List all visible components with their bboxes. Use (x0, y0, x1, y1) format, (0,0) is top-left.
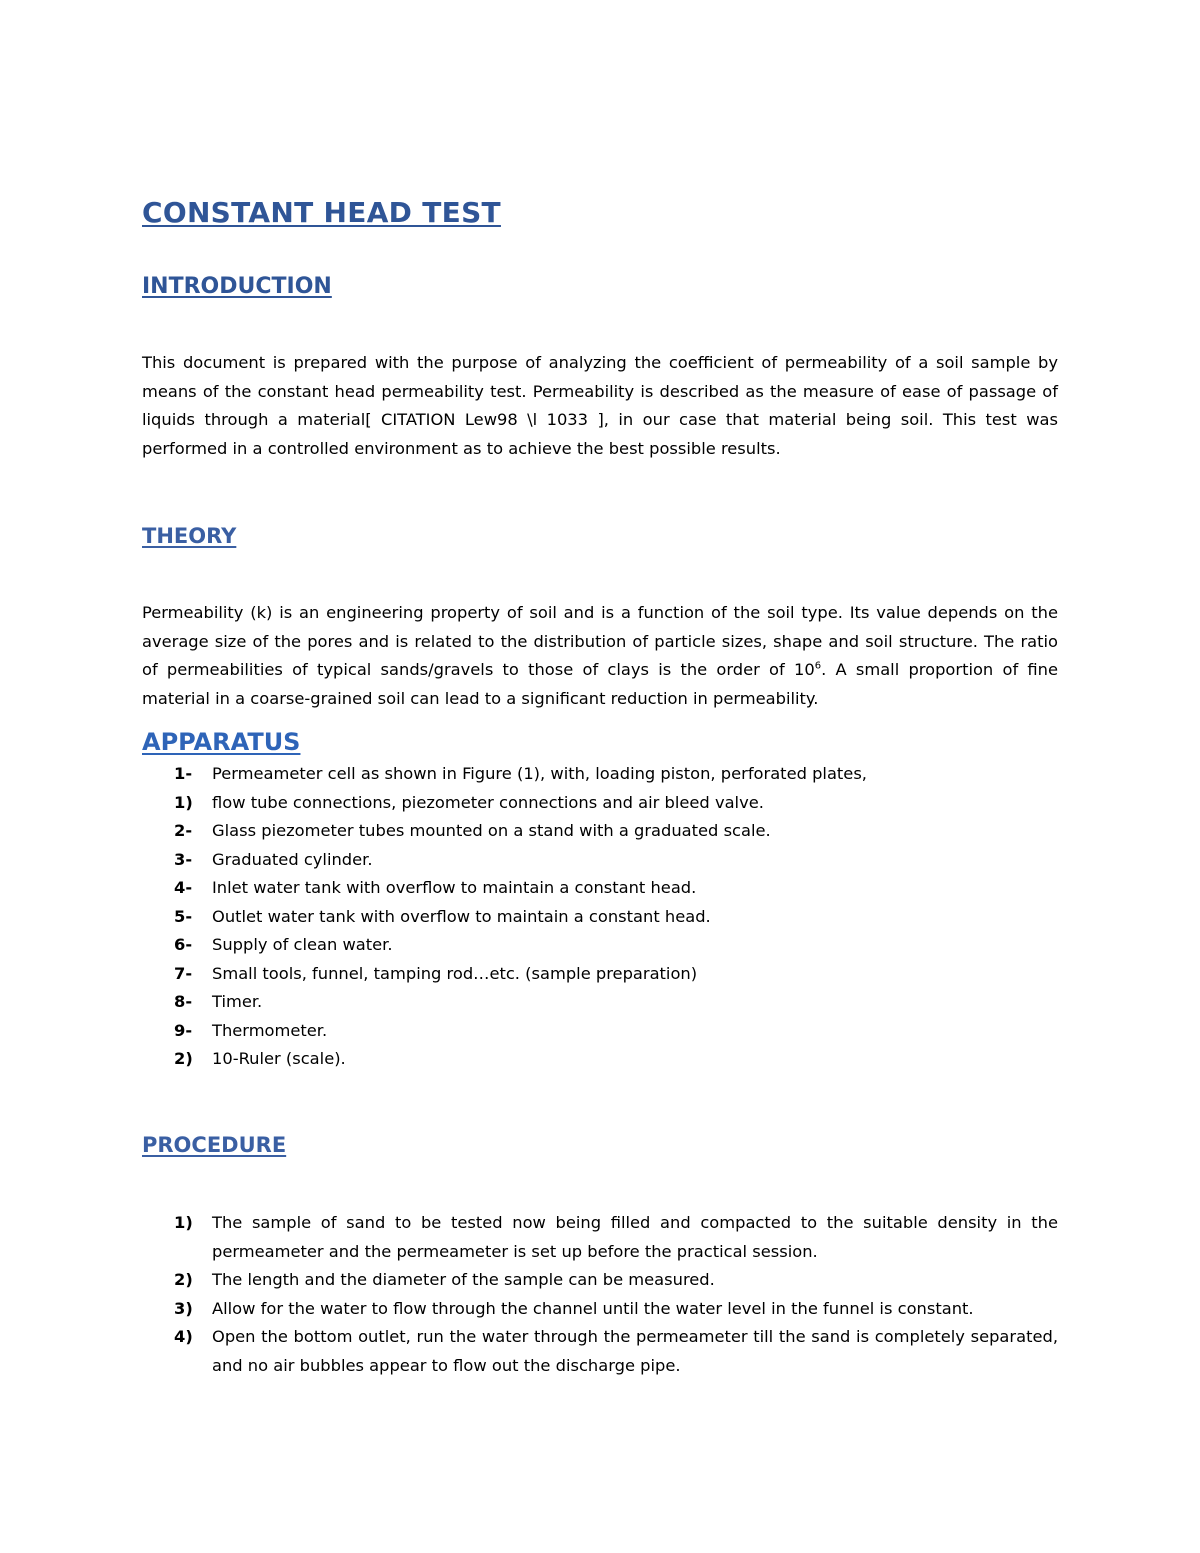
list-number: 1- (174, 764, 193, 783)
list-item (142, 789, 1058, 818)
list-item (142, 1323, 1058, 1380)
list-number: 1) (174, 792, 193, 812)
list-text: flow tube connections, piezometer connections and air bleed valve. (212, 792, 764, 812)
list-number: 3) (174, 1298, 193, 1318)
list-number: 4- (174, 878, 193, 897)
list-number: 8- (174, 992, 193, 1011)
list-text: Outlet water tank with overflow to maintain a constant head. (212, 906, 711, 926)
list-text: Small tools, funnel, tamping rod…etc. (sample preparation) (212, 963, 698, 983)
list-text: Permeameter cell as shown in Figure (1), with, loading piston, perforated plates, (212, 764, 867, 783)
list-item (142, 1209, 1058, 1266)
list-item (142, 1017, 1058, 1046)
list-text: Supply of clean water. (212, 935, 393, 954)
list-text: Thermometer. (212, 1020, 328, 1040)
list-number: 2- (174, 821, 193, 840)
procedure-list (142, 1209, 1058, 1381)
apparatus-list (142, 760, 1058, 1074)
list-number: 4) (174, 1327, 193, 1347)
list-text: 10-Ruler (scale). (212, 1049, 346, 1068)
list-number: 2) (174, 1049, 193, 1068)
list-number: 7- (174, 963, 193, 983)
list-number: 5- (174, 906, 193, 926)
list-number: 1) (174, 1213, 193, 1232)
theory-text-part2: . A small proportion of fine material in a coarse-grained soil can lead to a significant reduction in permeability. (142, 660, 1059, 708)
apparatus-heading: APPARATUS (142, 728, 301, 756)
theory-heading: THEORY (142, 524, 237, 548)
list-item (142, 931, 1058, 960)
list-text: Allow for the water to flow through the channel until the water level in the funnel is constant. (212, 1298, 974, 1318)
list-item (142, 817, 1058, 846)
list-item (142, 1266, 1058, 1295)
list-item (142, 1295, 1058, 1324)
list-item (142, 846, 1058, 875)
list-number: 2) (174, 1270, 193, 1290)
list-item (142, 988, 1058, 1017)
list-number: 3- (174, 849, 193, 869)
introduction-paragraph: This document is prepared with the purpose of analyzing the coefficient of permeability of a soil sample by means of the constant head permeability test. Permeability is described as the measure of ease of passage of liquids through a material[ CITATION Lew98 \l 1033 ], in our case that material being soil. This test was performed in a controlled environment as to achieve the best possible results. (142, 353, 1058, 458)
list-number: 9- (174, 1020, 193, 1040)
list-item (142, 903, 1058, 932)
theory-text-part1: Permeability (k) is an engineering property of soil and is a function of the soil type. Its value depends on the average size of the pores and is related to the distribution of particle sizes, shape and soil structure. The ratio of permeabilities of typical sands/gravels to those of clays is the order of 10 (142, 603, 1058, 680)
list-item (142, 874, 1058, 903)
theory-superscript: 6 (814, 660, 822, 672)
list-text: Inlet water tank with overflow to maintain a constant head. (212, 878, 697, 897)
list-text: Open the bottom outlet, run the water through the permeameter till the sand is completely separated, and no air bubbles appear to flow out the discharge pipe. (212, 1327, 1058, 1375)
list-item (142, 1045, 1058, 1074)
list-text: Timer. (212, 992, 263, 1011)
list-text: The sample of sand to be tested now being filled and compacted to the suitable density in the permeameter and the permeameter is set up before the practical session. (212, 1213, 1058, 1261)
list-text: Graduated cylinder. (212, 849, 373, 869)
introduction-heading: INTRODUCTION (142, 274, 332, 299)
theory-paragraph (142, 599, 1058, 713)
document-title: CONSTANT HEAD TEST (142, 196, 501, 229)
list-text: The length and the diameter of the sample can be measured. (212, 1270, 715, 1290)
list-text: Glass piezometer tubes mounted on a stand with a graduated scale. (212, 821, 771, 840)
list-item (142, 760, 1058, 789)
procedure-heading: PROCEDURE (142, 1133, 287, 1157)
list-number: 6- (174, 935, 193, 954)
list-item (142, 960, 1058, 989)
